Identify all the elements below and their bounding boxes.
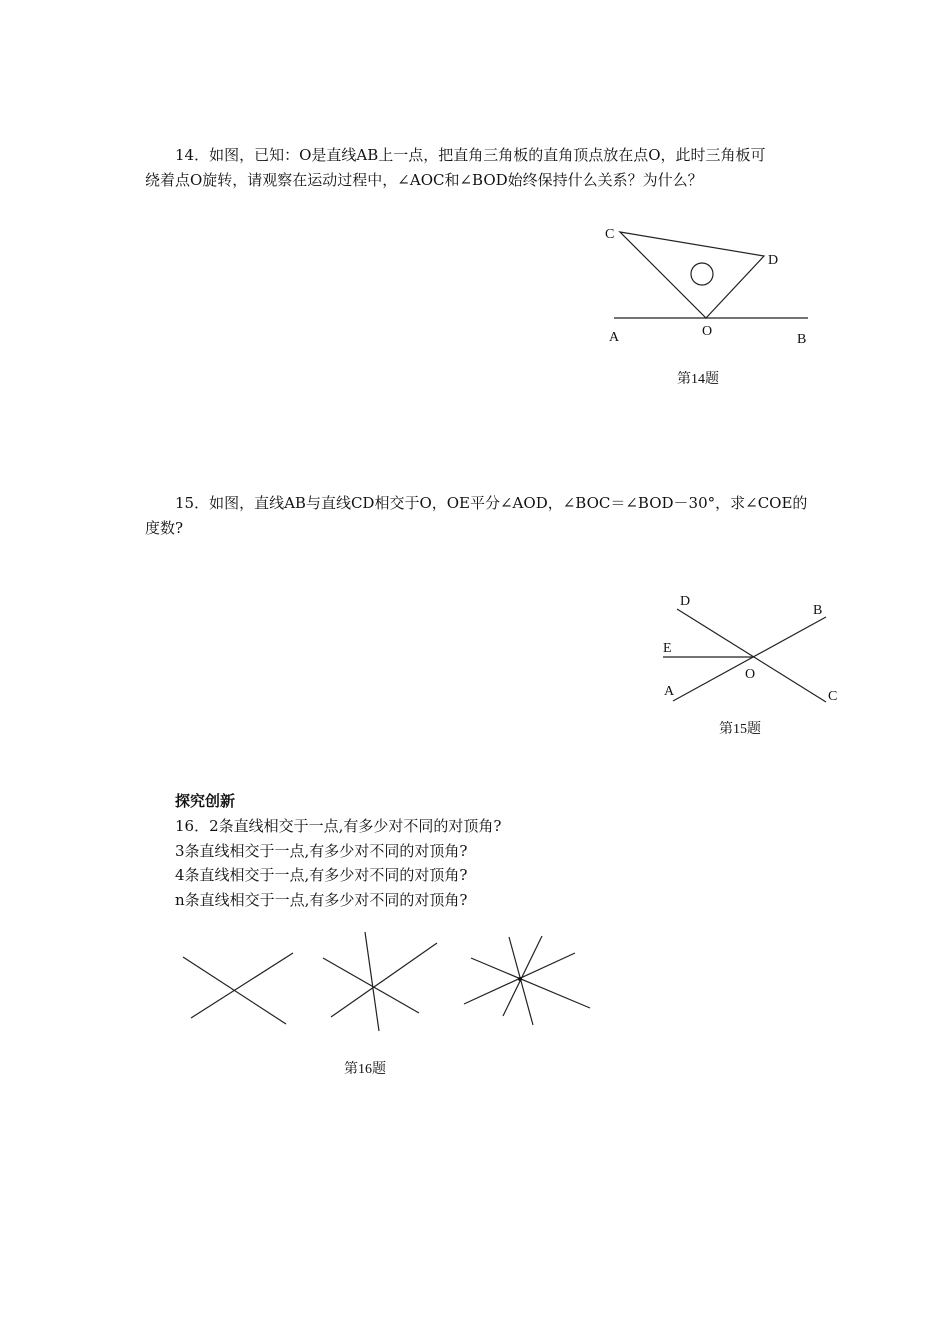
q16-text-line1: 16．2条直线相交于一点,有多少对不同的对顶角? — [175, 817, 502, 835]
label-e: E — [663, 641, 672, 656]
line-ab — [673, 617, 826, 701]
q16-text-line4: n条直线相交于一点,有多少对不同的对顶角? — [175, 891, 468, 909]
ruler-hole — [691, 263, 713, 285]
label-b: B — [797, 332, 807, 347]
label-o: O — [745, 667, 756, 682]
label-d: D — [768, 253, 779, 268]
label-a: A — [664, 684, 675, 699]
line-dc — [677, 609, 826, 702]
figure-15-caption: 第15题 — [719, 722, 761, 737]
label-b: B — [813, 603, 823, 618]
figure-16-caption: 第16题 — [344, 1062, 386, 1077]
two-lines-figure — [183, 953, 293, 1024]
figure-14 — [605, 227, 808, 387]
label-c: C — [828, 689, 838, 704]
label-a: A — [609, 330, 620, 345]
four-lines-figure — [464, 936, 590, 1025]
figure-16 — [183, 932, 590, 1077]
q15-text-line2: 度数? — [145, 519, 184, 537]
figure-15 — [663, 594, 837, 737]
q16-text-line2: 3条直线相交于一点,有多少对不同的对顶角? — [175, 842, 468, 860]
q14-text-line1: 14．如图，已知：O是直线AB上一点，把直角三角板的直角顶点放在点O，此时三角板可 — [175, 146, 766, 164]
q14-text-line2: 绕着点O旋转，请观察在运动过程中，∠AOC和∠BOD始终保持什么关系？为什么？ — [145, 171, 703, 189]
label-o: O — [702, 324, 713, 339]
figure-14-caption: 第14题 — [677, 372, 719, 387]
three-lines-figure — [323, 932, 437, 1031]
section-heading: 探究创新 — [175, 792, 236, 810]
label-d: D — [680, 594, 691, 609]
q15-text-line1: 15．如图，直线AB与直线CD相交于O，OE平分∠AOD，∠BOC＝∠BOD－30°，求∠COE的 — [175, 494, 808, 512]
label-c: C — [605, 227, 615, 242]
q16-text-line3: 4条直线相交于一点,有多少对不同的对顶角? — [175, 866, 468, 884]
triangle-ruler — [620, 232, 764, 318]
